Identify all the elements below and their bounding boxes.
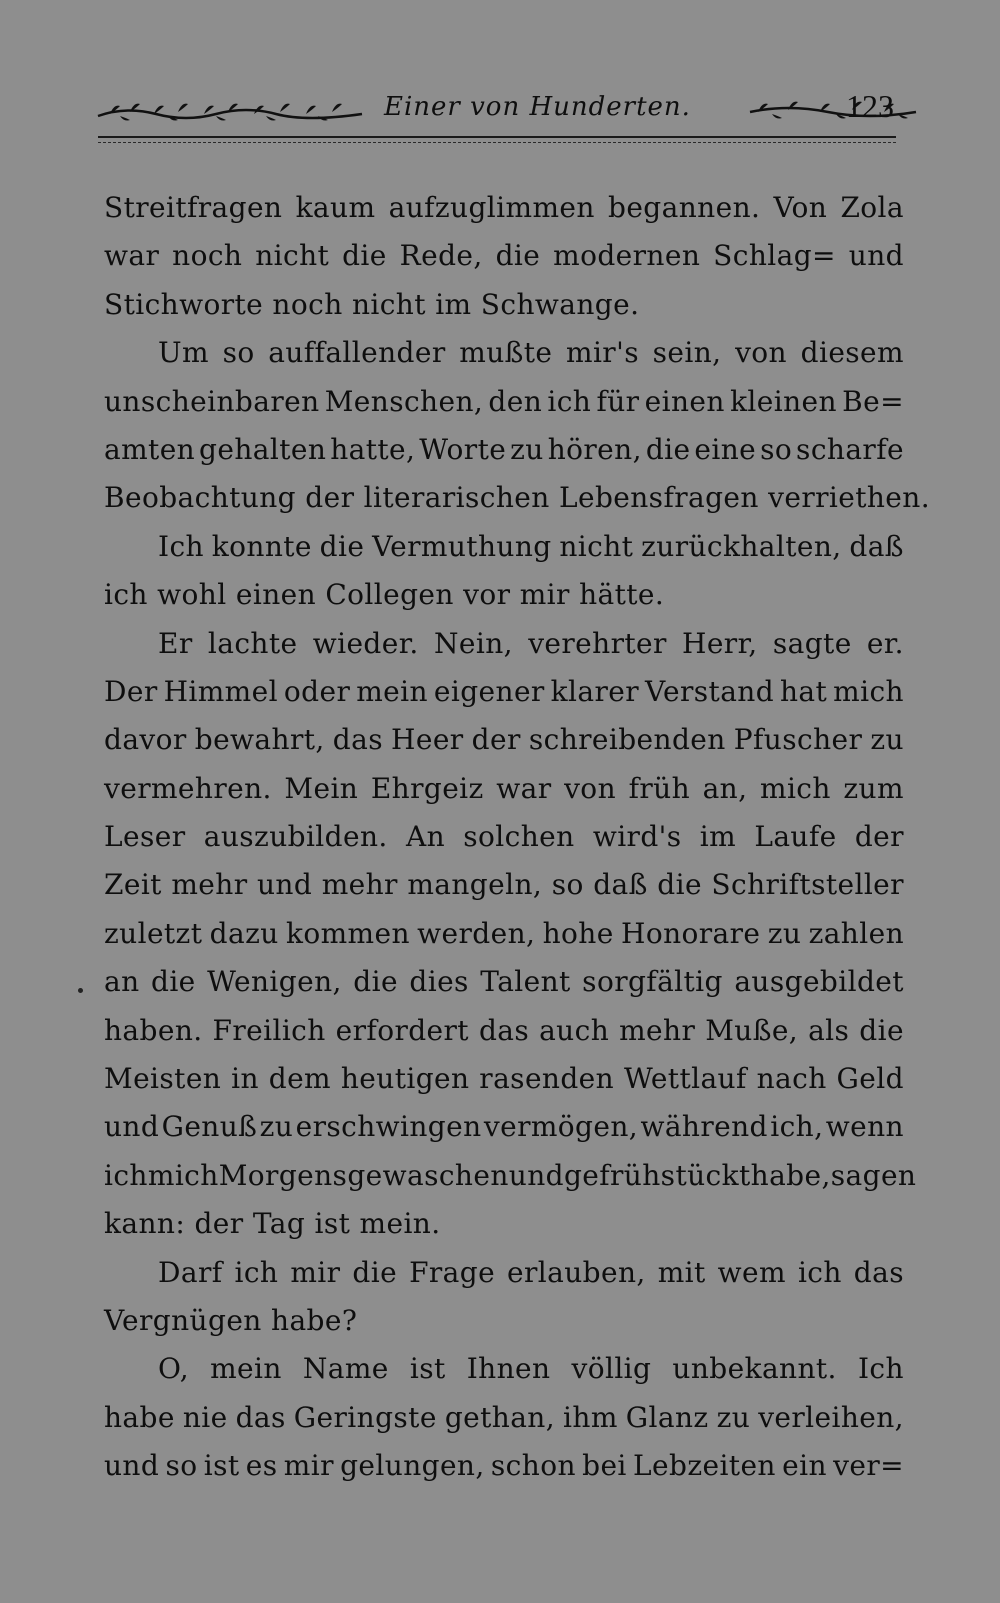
body-text: [104, 184, 930, 1491]
word: Frage: [409, 1255, 496, 1289]
word: die: [319, 529, 365, 563]
word: verleihen,: [758, 1400, 904, 1434]
word: so: [222, 336, 255, 370]
text-line: [104, 426, 904, 474]
word: konnte: [211, 529, 312, 563]
word: zu: [510, 432, 544, 466]
word: Muße,: [705, 1013, 799, 1047]
text-line: [104, 668, 904, 716]
vine-ornament-left-icon: [96, 100, 364, 122]
word: sorgfältig: [582, 965, 723, 999]
word: mit: [657, 1255, 706, 1289]
word: die: [495, 239, 541, 273]
header-rule: [98, 136, 896, 138]
word: hat: [780, 674, 828, 708]
word: Geld: [836, 1062, 904, 1096]
word: lachte: [207, 626, 298, 660]
word: ist: [409, 1352, 446, 1386]
word: nicht: [559, 529, 634, 563]
word: Mein: [284, 771, 359, 805]
word: das: [332, 723, 383, 757]
text-line: Vergnügen habe?: [104, 1303, 358, 1337]
text-line: [104, 232, 904, 280]
text-line: [104, 1442, 904, 1490]
word: so: [165, 1449, 198, 1483]
word: Streitfragen: [104, 191, 283, 224]
word: noch: [172, 239, 243, 273]
word: aufzuglimmen: [388, 191, 595, 224]
word: die: [859, 1013, 904, 1047]
word: Lebzeiten: [633, 1449, 776, 1483]
word: die: [353, 965, 398, 999]
word: Herr,: [682, 626, 758, 660]
text-line: Beobachtung der literarischen Lebensfragen verriethen.: [104, 481, 930, 515]
word: gethan,: [444, 1400, 556, 1434]
word: amten: [104, 432, 196, 466]
word: die: [151, 965, 196, 999]
text-line: [104, 523, 904, 571]
word: auszubilden.: [203, 820, 388, 854]
word: die: [645, 432, 691, 466]
text-line: [104, 1103, 904, 1151]
text-line: [104, 1007, 904, 1055]
word: kaum: [295, 191, 376, 224]
word: Ich: [857, 1352, 904, 1386]
word: eigener: [433, 674, 545, 708]
word: mußte: [459, 336, 553, 370]
word: mehr: [619, 1013, 696, 1047]
word: vermehren.: [104, 771, 272, 805]
word: auffallender: [268, 336, 446, 370]
word: Himmel: [163, 674, 278, 708]
word: Meisten: [104, 1062, 222, 1096]
word: im: [699, 820, 737, 854]
word: Heer: [391, 723, 464, 757]
word: heutigen: [340, 1062, 470, 1096]
word: mich: [833, 674, 904, 708]
word: zu: [259, 1110, 294, 1144]
word: die: [342, 239, 387, 273]
word: war: [104, 239, 160, 273]
word: mich: [147, 1158, 219, 1192]
word: diesem: [800, 336, 904, 370]
word: mein: [210, 1352, 282, 1386]
word: mehr: [321, 868, 398, 902]
word: wird's: [592, 820, 682, 854]
word: Um: [158, 336, 209, 370]
word: Morgens: [218, 1158, 348, 1192]
word: die: [657, 868, 702, 902]
word: klarer: [550, 674, 640, 708]
word: auch: [539, 1013, 610, 1047]
word: oder: [283, 674, 351, 708]
word: mehr: [171, 868, 248, 902]
word: der: [471, 723, 521, 757]
text-line: [104, 1055, 904, 1103]
word: Zola: [840, 191, 904, 224]
word: gewaschen: [347, 1158, 509, 1192]
word: habe,: [750, 1158, 831, 1192]
text-line: [104, 765, 904, 813]
word: daß: [593, 868, 648, 902]
text-line: [104, 620, 904, 668]
word: vermögen,: [483, 1110, 639, 1144]
word: ich: [104, 1158, 148, 1192]
header-rule-secondary: [98, 142, 896, 143]
word: verehrter: [528, 626, 667, 660]
word: Wenigen,: [207, 965, 342, 999]
word: unbekannt.: [672, 1352, 837, 1386]
word: sagte: [772, 626, 852, 660]
word: hohe: [542, 916, 614, 950]
word: gelungen,: [340, 1449, 485, 1483]
word: mir: [283, 1449, 334, 1483]
word: Der: [104, 674, 158, 708]
word: Schriftsteller: [711, 868, 904, 902]
word: daß: [849, 529, 904, 563]
word: davor: [104, 723, 187, 757]
word: das: [478, 1013, 530, 1047]
page-number: 123: [846, 88, 894, 124]
word: An: [405, 820, 446, 854]
word: hören,: [547, 432, 642, 466]
word: mir's: [566, 336, 639, 370]
word: nach: [756, 1062, 827, 1096]
word: Freilich: [212, 1013, 326, 1047]
word: zu: [870, 723, 904, 757]
word: wieder.: [312, 626, 419, 660]
word: in: [231, 1062, 259, 1096]
word: schreibenden: [528, 723, 726, 757]
word: so: [760, 432, 793, 466]
word: und: [848, 239, 904, 273]
word: begannen.: [608, 191, 761, 224]
word: mein: [356, 674, 428, 708]
word: Wettlauf: [623, 1062, 747, 1096]
word: und: [508, 1158, 564, 1192]
word: früh: [628, 771, 691, 805]
word: Vermuthung: [372, 529, 552, 563]
word: Worte: [419, 432, 507, 466]
word: rasenden: [479, 1062, 615, 1096]
word: war: [496, 771, 552, 805]
word: Rede,: [399, 239, 483, 273]
word: Name: [302, 1352, 389, 1386]
word: O,: [158, 1352, 190, 1386]
text-line: kann: der Tag ist mein.: [104, 1207, 441, 1241]
word: der: [854, 820, 904, 854]
word: zurückhalten,: [641, 529, 842, 563]
word: und: [256, 868, 313, 902]
word: das: [853, 1255, 904, 1289]
word: zahlen: [808, 916, 904, 950]
word: Laufe: [754, 820, 837, 854]
word: erschwingen: [295, 1110, 482, 1144]
word: Geringste: [293, 1400, 437, 1434]
word: und: [104, 1449, 160, 1483]
text-line: [104, 1394, 904, 1442]
word: an: [104, 965, 140, 999]
word: wem: [717, 1255, 786, 1289]
word: Von: [773, 191, 828, 224]
word: es: [245, 1449, 278, 1483]
running-header: [96, 88, 896, 132]
word: Verstand: [644, 674, 775, 708]
word: Darf: [158, 1255, 223, 1289]
text-line: [104, 184, 904, 232]
word: zuletzt: [104, 916, 203, 950]
text-line: [104, 1249, 904, 1297]
word: nie: [182, 1400, 228, 1434]
text-line: [104, 378, 904, 426]
word: werden,: [417, 916, 536, 950]
word: ihm: [563, 1400, 618, 1434]
word: ist: [203, 1449, 240, 1483]
margin-speck: [78, 988, 83, 993]
running-title: Einer von Hunderten.: [384, 92, 691, 122]
word: zu: [767, 916, 802, 950]
text-line: [104, 958, 904, 1006]
word: erfordert: [335, 1013, 469, 1047]
word: ausgebildet: [734, 965, 904, 999]
word: Glanz: [625, 1400, 709, 1434]
word: schon: [490, 1449, 576, 1483]
text-line: Stichworte noch nicht im Schwange.: [104, 287, 640, 321]
word: während: [640, 1110, 768, 1144]
word: Nein,: [433, 626, 513, 660]
word: Ehrgeiz: [370, 771, 484, 805]
text-line: [104, 910, 904, 958]
word: habe: [104, 1400, 175, 1434]
word: ich: [547, 384, 592, 418]
word: von: [564, 771, 617, 805]
word: ich: [797, 1255, 842, 1289]
word: die: [352, 1255, 398, 1289]
word: solchen: [463, 820, 575, 854]
word: und: [104, 1110, 160, 1144]
word: erlauben,: [507, 1255, 646, 1289]
text-line: [104, 329, 904, 377]
word: so: [551, 868, 584, 902]
word: Ihnen: [466, 1352, 551, 1386]
word: Be=: [842, 384, 904, 418]
word: Leser: [104, 820, 186, 854]
word: ein: [782, 1449, 827, 1483]
text-line: [104, 716, 904, 764]
word: von: [735, 336, 787, 370]
word: für: [596, 384, 640, 418]
word: modernen: [553, 239, 701, 273]
text-line: [104, 1345, 904, 1393]
word: einen: [644, 384, 725, 418]
word: Ich: [158, 529, 204, 563]
word: er.: [866, 626, 904, 660]
word: eine: [694, 432, 757, 466]
word: kommen: [285, 916, 410, 950]
word: Genuß: [161, 1110, 258, 1144]
word: gehalten: [199, 432, 327, 466]
word: gefrühstückt: [563, 1158, 751, 1192]
word: dem: [268, 1062, 331, 1096]
word: hatte,: [330, 432, 416, 466]
word: völlig: [571, 1352, 652, 1386]
word: nicht: [255, 239, 330, 273]
word: sein,: [652, 336, 722, 370]
word: dies: [409, 965, 469, 999]
word: den: [488, 384, 543, 418]
word: Schlag=: [713, 239, 836, 273]
word: unscheinbaren: [104, 384, 320, 418]
word: Talent: [480, 965, 571, 999]
word: haben.: [104, 1013, 203, 1047]
word: zu: [716, 1400, 751, 1434]
word: Honorare: [621, 916, 761, 950]
word: Er: [158, 626, 193, 660]
word: als: [808, 1013, 850, 1047]
word: ich: [234, 1255, 279, 1289]
word: mir: [290, 1255, 341, 1289]
text-line: [104, 1152, 917, 1200]
word: ver=: [833, 1449, 904, 1483]
word: sagen: [830, 1158, 917, 1192]
word: an,: [702, 771, 748, 805]
word: das: [235, 1400, 286, 1434]
word: Pfuscher: [733, 723, 863, 757]
text-line: ich wohl einen Collegen vor mir hätte.: [104, 578, 665, 612]
text-line: [104, 813, 904, 861]
word: mangeln,: [407, 868, 543, 902]
word: Zeit: [104, 868, 162, 902]
word: wenn: [825, 1110, 904, 1144]
word: bei: [582, 1449, 627, 1483]
word: mich: [760, 771, 831, 805]
word: dazu: [209, 916, 279, 950]
word: scharfe: [796, 432, 904, 466]
text-line: [104, 861, 904, 909]
word: ich,: [770, 1110, 824, 1144]
word: zum: [843, 771, 904, 805]
word: kleinen: [730, 384, 837, 418]
word: bewahrt,: [194, 723, 325, 757]
word: Menschen,: [324, 384, 484, 418]
